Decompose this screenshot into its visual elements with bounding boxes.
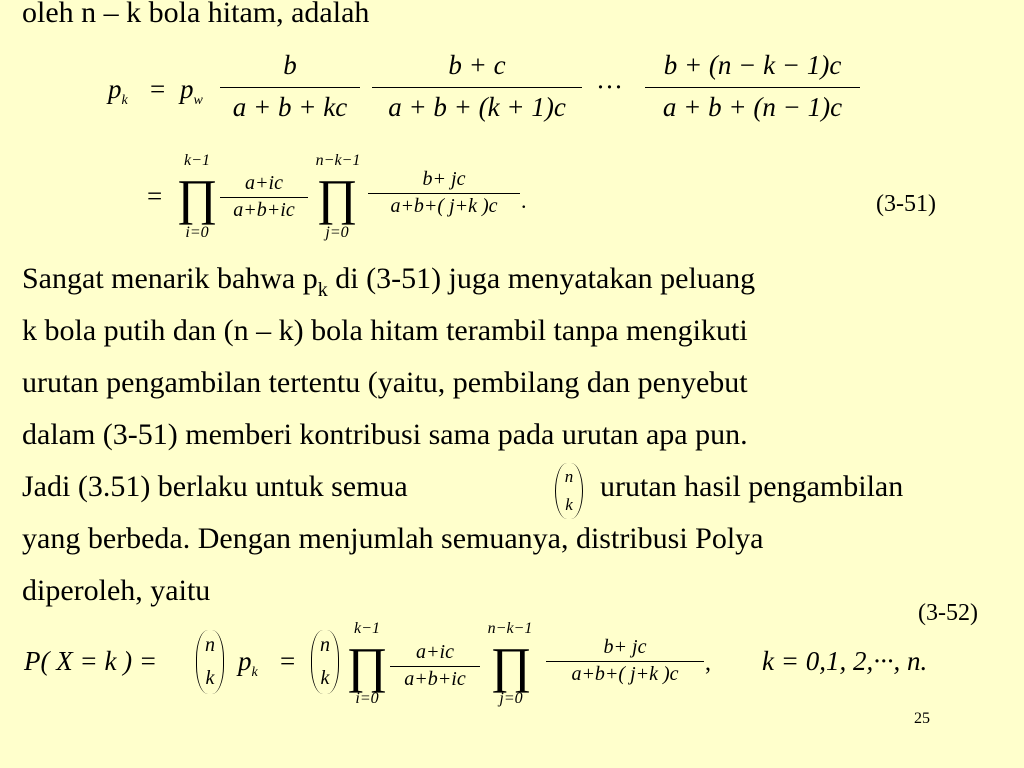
equation-number-352: (3-52) [918,600,978,626]
product-symbol-352-2: ∏ [490,637,532,693]
paragraph-line-3: urutan pengambilan tertentu (yaitu, pembilang dan penyebut [22,366,748,399]
product-symbol-2: ∏ [316,169,358,225]
paragraph-line-5b: urutan hasil pengambilan [600,470,904,503]
prod2-lower-352: j=0 [499,690,523,707]
prod2-lower: j=0 [325,224,349,241]
pw-symbol: $p_w$ [180,74,203,108]
comma-352: , [705,650,711,676]
paragraph-line-2: k bola putih dan (n – k) bola hitam terambil tanpa mengikuti [22,314,748,347]
prod1-lower: i=0 [185,224,209,241]
prod2-upper-352: n−k−1 [487,620,533,637]
ellipsis: ··· [596,72,623,102]
equation-number-351: (3-51) [876,191,936,217]
equals-352: = [280,646,296,676]
pk-symbol: $p_k$ [108,74,128,108]
fraction-2: b + c a + b + (k + 1)c [372,50,582,123]
binomial-352-1: n k [196,630,224,694]
pk-symbol-352: $p_k$ [238,646,258,680]
frac-352-1: a+ic a+b+ic [390,641,480,691]
paragraph-line-7: diperoleh, yaitu [22,574,211,607]
paragraph-line-1: Sangat menarik bahwa $p_k$ di (3-51) juga menyatakan peluang [22,262,756,301]
frac-351-2: b+ jc a+b+( j+k )c [368,168,520,218]
frac-352-2: b+ jc a+b+( j+k )c [546,636,704,686]
paragraph-line-5a: Jadi (3.51) berlaku untuk semua [22,470,408,503]
equals-sign-351: = [147,181,163,211]
product-symbol-1: ∏ [176,169,218,225]
pmf-lhs: P( X = k ) = [24,646,158,676]
prod2-upper: n−k−1 [315,152,361,169]
frac-351-1: a+ic a+b+ic [220,172,308,222]
prod1-lower-352: i=0 [355,690,379,707]
equals-sign: = [150,74,166,104]
prod1-upper-352: k−1 [354,620,380,637]
period: . [521,188,527,213]
fraction-1: b a + b + kc [220,50,360,123]
intro-text: oleh n – k bola hitam, adalah [22,0,370,29]
paragraph-line-6: yang berbeda. Dengan menjumlah semuanya, distribusi Polya [22,522,764,555]
binomial-352-2: n k [311,630,339,694]
fraction-3: b + (n − k − 1)c a + b + (n − 1)c [645,50,860,123]
prod1-upper: k−1 [184,152,210,169]
k-range: k = 0,1, 2,···, n. [762,646,928,676]
paragraph-line-4: dalam (3-51) memberi kontribusi sama pada urutan apa pun. [22,418,748,451]
binomial-inline: n k [555,463,583,519]
product-symbol-352-1: ∏ [346,637,388,693]
page-number: 25 [914,710,930,727]
